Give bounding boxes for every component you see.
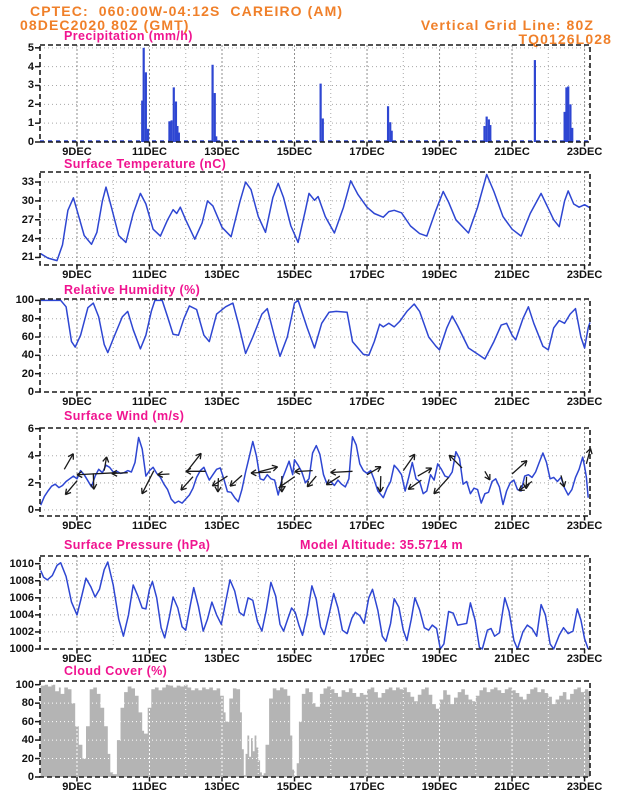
pressure-ytick-label: 1004 — [9, 608, 34, 621]
temperature-xtick-label: 21DEC — [494, 269, 530, 281]
temperature-ytick-label: 21 — [21, 251, 34, 264]
pressure-ytick-label: 1006 — [9, 591, 34, 604]
cloud-ytick-label: 20 — [21, 752, 34, 765]
cloud-xtick-label: 11DEC — [132, 781, 167, 793]
precipitation-ytick-label: 2 — [27, 98, 34, 111]
panel-title-humidity: Relative Humidity (%) — [64, 283, 201, 297]
temperature-xtick-label: 15DEC — [276, 269, 313, 281]
precipitation-xtick-label: 15DEC — [276, 146, 313, 158]
temperature-ytick-label: 30 — [21, 194, 34, 207]
pressure-xtick-label: 23DEC — [566, 653, 603, 665]
cloud-xtick-label: 21DEC — [494, 781, 530, 793]
precipitation-xtick-label: 9DEC — [62, 146, 92, 158]
header-grid-line-note: Vertical Grid Line: 80Z — [420, 17, 594, 33]
wind-xtick-label: 17DEC — [349, 520, 385, 532]
precipitation-ytick-label: 4 — [27, 60, 34, 73]
temperature-xtick-label: 19DEC — [421, 269, 458, 281]
cloud-ytick-label: 60 — [21, 715, 34, 728]
precipitation-bars — [141, 48, 573, 142]
humidity-xtick-label: 13DEC — [204, 396, 240, 408]
wind-ytick-label: 2 — [27, 476, 34, 489]
humidity-line — [41, 300, 590, 359]
pressure-ytick-label: 1000 — [9, 643, 34, 655]
pressure-ytick-label: 1002 — [9, 625, 34, 638]
pressure-xtick-label: 19DEC — [421, 653, 458, 665]
precipitation-ytick-label: 5 — [27, 41, 34, 54]
wind-xtick-label: 21DEC — [494, 520, 530, 532]
panel-humidity — [35, 299, 590, 397]
pressure-ytick-label: 1008 — [9, 574, 34, 587]
pressure-ytick-label: 1010 — [9, 557, 34, 570]
temperature-xtick-label: 13DEC — [204, 269, 240, 281]
pressure-xtick-label: 21DEC — [494, 653, 530, 665]
precipitation-xtick-label: 21DEC — [494, 146, 530, 158]
pressure-xtick-label: 9DEC — [62, 653, 92, 665]
precipitation-xtick-label: 13DEC — [204, 146, 240, 158]
wind-frame — [40, 428, 590, 516]
temperature-frame — [40, 172, 590, 265]
cloud-xtick-label: 13DEC — [204, 781, 240, 793]
panel-subtitle-pressure: Model Altitude: 35.5714 m — [300, 538, 464, 552]
header-run-line: 08DEC2020 80Z (GMT) — [20, 17, 190, 33]
precipitation-ytick-label: 3 — [27, 79, 34, 92]
cloud-xtick-label: 19DEC — [421, 781, 458, 793]
temperature-xtick-label: 11DEC — [132, 269, 167, 281]
pressure-xtick-label: 17DEC — [349, 653, 385, 665]
wind-xtick-label: 15DEC — [276, 520, 313, 532]
panel-cloud — [35, 681, 590, 782]
panel-title-wind: Surface Wind (m/s) — [64, 409, 185, 423]
precipitation-xtick-label: 19DEC — [421, 146, 458, 158]
pressure-line — [41, 562, 589, 649]
precipitation-xtick-label: 17DEC — [349, 146, 385, 158]
panel-precipitation — [35, 45, 590, 147]
cloud-area — [41, 685, 590, 777]
panel-title-precipitation: Precipitation (mm/h) — [64, 29, 193, 43]
panel-title-pressure: Surface Pressure (hPa) — [64, 538, 211, 552]
wind-xtick-label: 9DEC — [62, 520, 92, 532]
humidity-xtick-label: 15DEC — [276, 396, 313, 408]
panel-pressure — [35, 556, 590, 654]
wind-line — [41, 437, 589, 505]
temperature-ytick-label: 24 — [21, 232, 34, 245]
cloud-xtick-label: 17DEC — [349, 781, 385, 793]
cloud-xtick-label: 15DEC — [276, 781, 313, 793]
humidity-xtick-label: 19DEC — [421, 396, 458, 408]
humidity-ytick-label: 0 — [27, 386, 34, 398]
temperature-xtick-label: 23DEC — [566, 269, 603, 281]
precipitation-xtick-label: 23DEC — [566, 146, 603, 158]
cloud-xtick-label: 23DEC — [566, 781, 603, 793]
humidity-xtick-label: 23DEC — [566, 396, 603, 408]
temperature-xtick-label: 9DEC — [62, 269, 92, 281]
precipitation-ytick-label: 1 — [27, 117, 34, 130]
header-station-line: CPTEC: 060:00W-04:12S CAREIRO (AM) — [30, 3, 344, 19]
precipitation-ytick-label: 0 — [27, 136, 34, 148]
temperature-xtick-label: 17DEC — [349, 269, 385, 281]
humidity-xtick-label: 17DEC — [349, 396, 385, 408]
humidity-xtick-label: 21DEC — [494, 396, 530, 408]
panel-title-cloud: Cloud Cover (%) — [64, 664, 168, 678]
pressure-xtick-label: 15DEC — [276, 653, 313, 665]
wind-ytick-label: 4 — [27, 449, 34, 462]
wind-ytick-label: 6 — [27, 422, 34, 435]
humidity-xtick-label: 9DEC — [62, 396, 92, 408]
wind-xtick-label: 13DEC — [204, 520, 240, 532]
temperature-ytick-label: 27 — [21, 213, 34, 226]
humidity-ytick-label: 80 — [21, 312, 34, 325]
cloud-xtick-label: 9DEC — [62, 781, 92, 793]
pressure-xtick-label: 13DEC — [204, 653, 240, 665]
panel-title-temperature: Surface Temperature (nC) — [64, 157, 227, 171]
cloud-ytick-label: 80 — [21, 697, 34, 710]
wind-xtick-label: 11DEC — [132, 520, 167, 532]
humidity-xtick-label: 11DEC — [132, 396, 167, 408]
cloud-ytick-label: 100 — [15, 678, 34, 691]
wind-ytick-label: 0 — [27, 503, 34, 516]
cloud-ytick-label: 40 — [21, 734, 34, 747]
humidity-ytick-label: 100 — [15, 294, 34, 307]
cloud-ytick-label: 0 — [27, 771, 34, 783]
panel-temperature — [35, 172, 590, 270]
pressure-xtick-label: 11DEC — [132, 653, 167, 665]
wind-xtick-label: 23DEC — [566, 520, 603, 532]
panel-wind — [35, 428, 592, 521]
temperature-ytick-label: 33 — [21, 176, 34, 189]
precipitation-frame — [40, 45, 590, 142]
header-product-id: TQ0126L028 — [518, 31, 612, 47]
precipitation-xtick-label: 11DEC — [132, 146, 167, 158]
humidity-ytick-label: 20 — [21, 367, 34, 380]
wind-xtick-label: 19DEC — [421, 520, 458, 532]
humidity-ytick-label: 60 — [21, 331, 34, 344]
humidity-ytick-label: 40 — [21, 349, 34, 362]
temperature-line — [41, 175, 590, 261]
